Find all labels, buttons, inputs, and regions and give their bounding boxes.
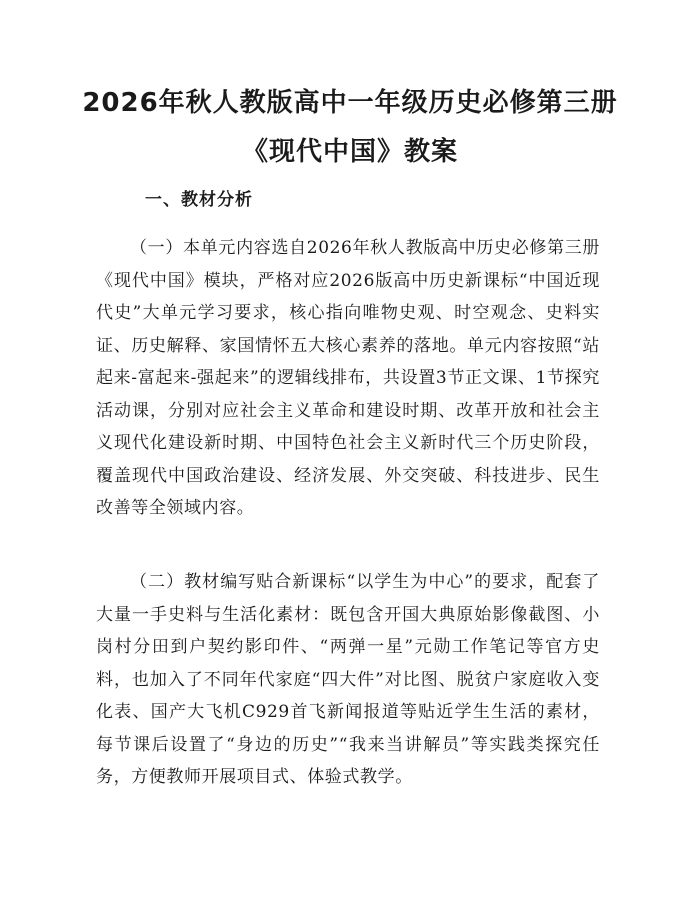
- section-heading-textbook-analysis: 一、教材分析: [145, 190, 253, 210]
- document-title-line-1: 2026年秋人教版高中一年级历史必修第三册: [82, 88, 618, 118]
- paragraph-unit-content: （一）本单元内容选自2026年秋人教版高中历史必修第三册《现代中国》模块，严格对应2026版高中历史新课标“中国近现代史”大单元学习要求，核心指向唯物史观、时空观念、史料实证、历史解释、家国情怀五大核心素养的落地。单元内容按照“站起来-富起来-强起来”的逻辑线排布，共设置3节正文课、1节探究活动课，分别对应社会主义革命和建设时期、改革开放和社会主义现代化建设新时期、中国特色社会主义新时代三个历史阶段，覆盖现代中国政治建设、经济发展、外交突破、科技进步、民生改善等全领域内容。: [96, 238, 600, 518]
- document-title-line-2: 《现代中国》教案: [241, 137, 458, 167]
- paragraph-textbook-materials: （二）教材编写贴合新课标“以学生为中心”的要求，配套了大量一手史料与生活化素材：既包含开国大典原始影像截图、小岗村分田到户契约影印件、“两弹一星”元勋工作笔记等官方史料，也加入了不同年代家庭“四大件”对比图、脱贫户家庭收入变化表、国产大飞机C929首飞新闻报道等贴近学生生活的素材，每节课后设置了“身边的历史”“我来当讲解员”等实践类探究任务，方便教师开展项目式、体验式教学。: [96, 572, 600, 787]
